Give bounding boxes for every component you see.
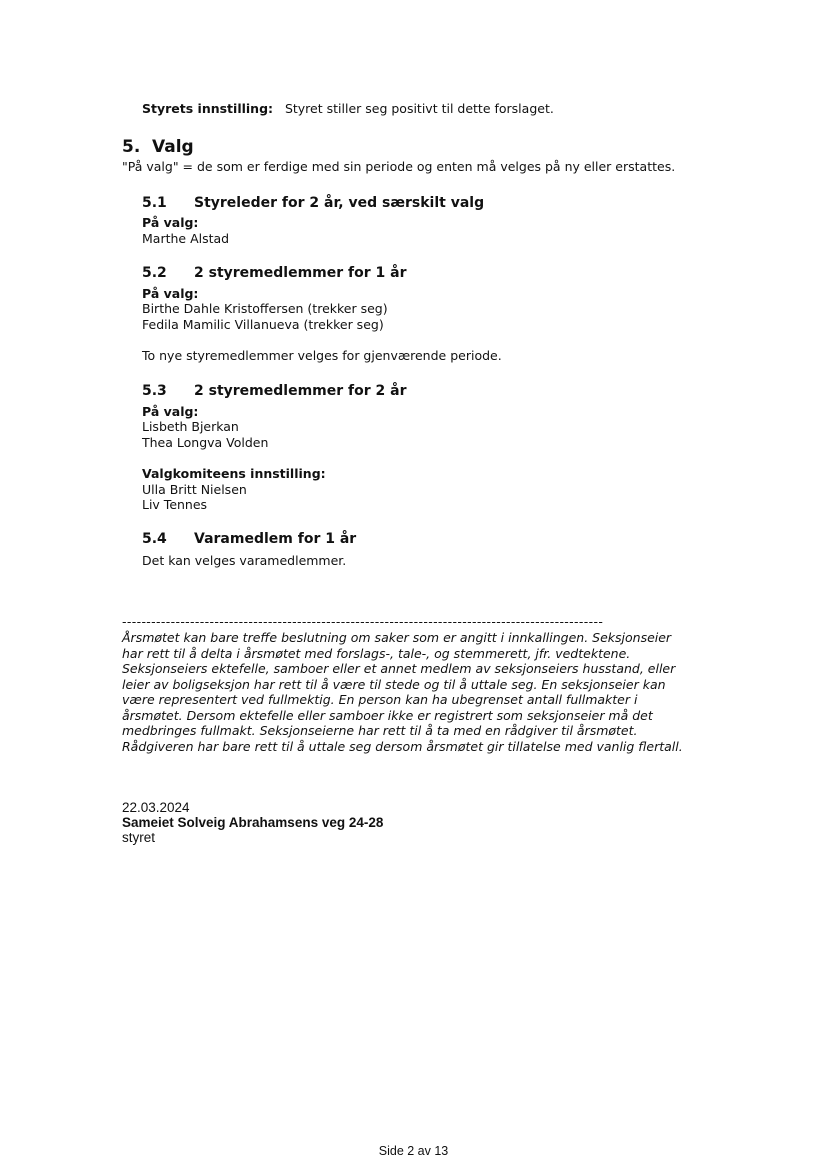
legal-notice-line: har rett til å delta i årsmøtet med forslags-, tale-, og stemmerett, jfr. vedtektene.: [122, 645, 631, 661]
section-5-4-note: Det kan velges varamedlemmer.: [142, 553, 347, 568]
section-5-2-pa-valg-label: På valg:: [142, 286, 199, 301]
section-5-3-title: 2 styremedlemmer for 2 år: [194, 383, 407, 399]
legal-notice-line: Seksjonseiers ektefelle, samboer eller et annet medlem av seksjonseiers husstand, eller: [122, 661, 676, 676]
legal-notice-line: Årsmøtet kan bare treffe beslutning om saker som er angitt i innkallingen. Seksjonseier: [122, 630, 672, 645]
section-5-1-number: 5.1: [142, 195, 167, 211]
section-5-3-name: Lisbeth Bjerkan: [142, 419, 239, 434]
document-date: 22.03.2024: [122, 800, 190, 815]
page-number: Side 2 av 13: [378, 1144, 449, 1158]
legal-notice-line: medbringes fullmakt. Seksjonseierne har rett til å ta med en rådgiver til årsmøtet.: [122, 723, 638, 738]
section-5-2-name: Fedila Mamilic Villanueva (trekker seg): [142, 317, 384, 332]
section-5-4-title: Varamedlem for 1 år: [194, 531, 357, 547]
section-5-2-title: 2 styremedlemmer for 1 år: [194, 265, 407, 281]
nomination-committee-name: Liv Tennes: [142, 497, 208, 512]
board-recommendation-text: Styret stiller seg positivt til dette forslaget.: [284, 101, 554, 116]
section-5-3-heading: [142, 383, 406, 399]
board-recommendation-label: Styrets innstilling:: [142, 101, 274, 116]
section-5-1-title: Styreleder for 2 år, ved særskilt valg: [194, 195, 485, 211]
legal-notice: [122, 630, 683, 754]
section-5-number: 5.: [122, 137, 141, 157]
section-5-1-name: Marthe Alstad: [142, 231, 230, 246]
nomination-committee-label: Valgkomiteens innstilling:: [142, 466, 326, 481]
section-5-intro: "På valg" = de som er ferdige med sin periode og enten må velges på ny eller erstattes.: [122, 159, 676, 174]
section-5-1-pa-valg-label: På valg:: [142, 215, 199, 230]
section-5-heading: [122, 137, 194, 157]
separator-line: ---------------------------------------------------------------------------------------------------: [122, 614, 604, 629]
signatory-role: styret: [122, 830, 156, 845]
section-5-2-number: 5.2: [142, 265, 167, 281]
organization-name: Sameiet Solveig Abrahamsens veg 24-28: [122, 815, 384, 830]
legal-notice-line: leier av boligseksjon har rett til å være til stede og til å uttale seg. En seksjonseier kan: [122, 676, 666, 692]
section-5-3-name: Thea Longva Volden: [142, 435, 269, 450]
section-5-2-heading: [142, 265, 406, 281]
legal-notice-line: Rådgiveren har bare rett til å uttale seg dersom årsmøtet gir tillatelse med vanlig flertall.: [122, 738, 683, 754]
section-5-3-pa-valg-label: På valg:: [142, 404, 199, 419]
section-5-2-note: To nye styremedlemmer velges for gjenværende periode.: [142, 348, 502, 363]
section-5-4-number: 5.4: [142, 531, 167, 547]
board-recommendation: [142, 101, 554, 117]
section-5-3-number: 5.3: [142, 383, 167, 399]
nomination-committee-name: Ulla Britt Nielsen: [142, 482, 247, 497]
legal-notice-line: årsmøtet. Dersom ektefelle eller samboer ikke er registrert som seksjonseier må det: [122, 707, 653, 723]
section-5-1-heading: [142, 195, 484, 211]
section-5-title: Valg: [152, 137, 194, 157]
section-5-2-name: Birthe Dahle Kristoffersen (trekker seg): [142, 301, 388, 316]
section-5-4-heading: [142, 531, 356, 547]
legal-notice-line: være representert ved fullmektig. En person kan ha ubegrenset antall fullmakter i: [122, 692, 638, 707]
